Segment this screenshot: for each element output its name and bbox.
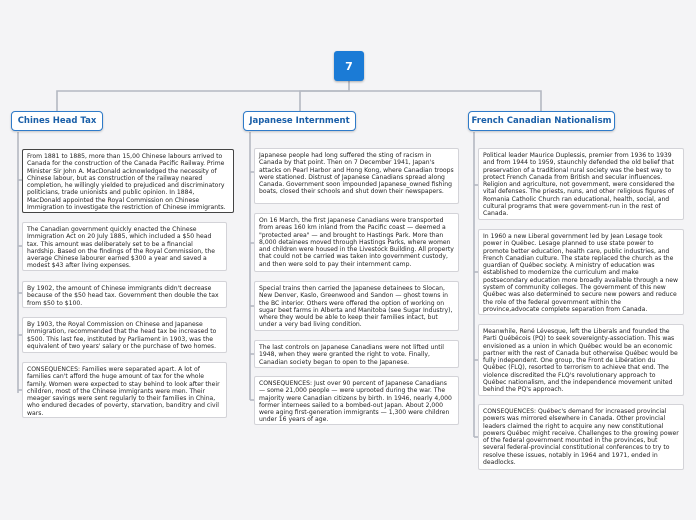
note-head-tax-1885[interactable]: The Canadian government quickly enacted the Chinese Immigration Act on 20 July 1885, which included a $50 head tax. This amount was deliberately set to be a financial hardship. Based on the findings of the Royal Commission, the average Chinese labourer earned $300 a year and saved a modest $43 after living expenses.: [22, 222, 227, 271]
central-topic[interactable]: 7: [334, 51, 364, 81]
note-internment-1941[interactable]: Japanese people had long suffered the sting of racism in Canada by that point. Then on 7 December 1941, Japan's attacks on Pearl Harbor and Hong Kong, where Canadian troops were stationed. Distrust of Japanese Canadians spread along Canada. Government soon impounded Japanese_owned fishing boats, closed their schools and shut down their newspapers.: [254, 148, 459, 204]
note-nationalism-consequences[interactable]: CONSEQUENCES: Québec's demand for increased provincial powers was mirrored elsewhere in Canada. Other provincial leaders claimed the right to acquire any new constitutional powers Québec might receive. Challenges to the growing power of the federal government mounted in the provinces, but several federal-provincial constitutional conferences to try to resolve these issues, notably in 1964 and 1971, ended in deadlocks.: [478, 404, 684, 470]
note-internment-consequences[interactable]: CONSEQUENCES: Just over 90 percent of Japanese Canadians — some 21,000 people — were uprooted during the war. The majority were Canadian citizens by birth. In 1946, nearly 4,000 former internees sailed to a bombed-out Japan. About 2,000 were aging first-generation immigrants — 1,300 were children under 16 years of age.: [254, 376, 459, 425]
note-nationalism-lesage[interactable]: In 1960 a new Liberal government led by Jean Lesage took power in Québec. Lesage planned to use state power to promote better education, health care, public industries, and French Canadian culture. The state replaced the church as the guardian of Québec society. A ministry of education was established to modernize the curriculum and make postsecondary education more broadly available through a new system of community colleges. The government of this new Québec was also determined to secure new powers and reduce the role of the federal government within the province,advocate complete separation from Canada.: [478, 229, 684, 315]
topic-french-canadian-nationalism[interactable]: French Canadian Nationalism: [468, 111, 615, 131]
note-head-tax-consequences[interactable]: CONSEQUENCES: Families were separated apart. A lot of families can't afford the huge amount of tax for the whole family. Women were expected to stay behind to look after their children, most of the Chinese immigrants were men. Their meager savings were sent regularly to their families in China, who endured decades of poverty, starvation, banditry and civil wars.: [22, 362, 227, 418]
topic-japanese-internment[interactable]: Japanese Internment: [243, 111, 356, 131]
note-nationalism-duplessis[interactable]: Political leader Maurice Duplessis, premier from 1936 to 1939 and from 1944 to 1959, staunchly defended the old belief that preservation of a traditional rural society was the best way to protect French Canada from British and secular influences. Religion and agriculture, not government, were considered the vital defenses. The priests, nuns, and other religious figures of Romania Catholic Church ran educational, health, social, and cultural programs that were government-run in the rest of Canada.: [478, 148, 684, 220]
note-head-tax-1903[interactable]: By 1903, the Royal Commission on Chinese and Japanese Immigration, recommended that the head tax be increased to $500. This last fee, instituted by Parliament in 1903, was the equivalent of two years' salary or the purchase of two homes.: [22, 317, 227, 353]
note-nationalism-levesque[interactable]: Meanwhile, René Lévesque, left the Liberals and founded the Parti Québécois (PQ) to seek sovereignty-association. This was envisioned as a union in which Québec would be an economic partner with the rest of Canada but otherwise Québec would be fully independent. One group, the Front de Libération du Québec (FLQ), resorted to terrorism to achieve that end. The violence discredited the FLQ's revolutionary approach to Québec nationalism, and the independence movement united behind the PQ's approach.: [478, 324, 684, 396]
note-internment-1948[interactable]: The last controls on Japanese Canadians were not lifted until 1948, when they were granted the right to vote. Finally, Canadian society began to open to the Japanese.: [254, 340, 459, 368]
note-head-tax-1902[interactable]: By 1902, the amount of Chinese immigrants didn't decrease because of the $50 head tax. Government then double the tax from $50 to $100.: [22, 281, 227, 308]
topic-chines-head-tax[interactable]: Chines Head Tax: [11, 111, 103, 131]
note-head-tax-1881[interactable]: From 1881 to 1885, more than 15,00 Chinese labours arrived to Canada for the construction of the Canada Pacific Railway. Prime Minister Sir John A. MacDonald acknowledged the necessity of Chinese labour, but as construction of the railway neared completion, he willingly yielded to prejudiced and discriminatory politicians, trade unionists and public opinion. In 1884, MacDonald appointed the Royal Commission on Chinese Immigration to investigate the restriction of Chinese immigrants.: [22, 149, 234, 213]
note-internment-march[interactable]: On 16 March, the first Japanese Canadians were transported from areas 160 km inland from the Pacific coast — deemed a "protected area" — and brought to Hastings Park. More than 8,000 detainees moved through Hastings Parks, where women and children were housed in the Livestock Building. All property that could not be carried was taken into government custody, and then were sold to pay their internment camp.: [254, 213, 459, 272]
note-internment-trains[interactable]: Special trains then carried the Japanese detainees to Slocan, New Denver, Kaslo, Greenwood and Sandon — ghost towns in the BC interior. Others were offered the option of working on sugar beet farms in Alberta and Manitoba (see Sugar Industry), where they would be able to keep their families intact, but under a very bad living condition.: [254, 281, 459, 331]
